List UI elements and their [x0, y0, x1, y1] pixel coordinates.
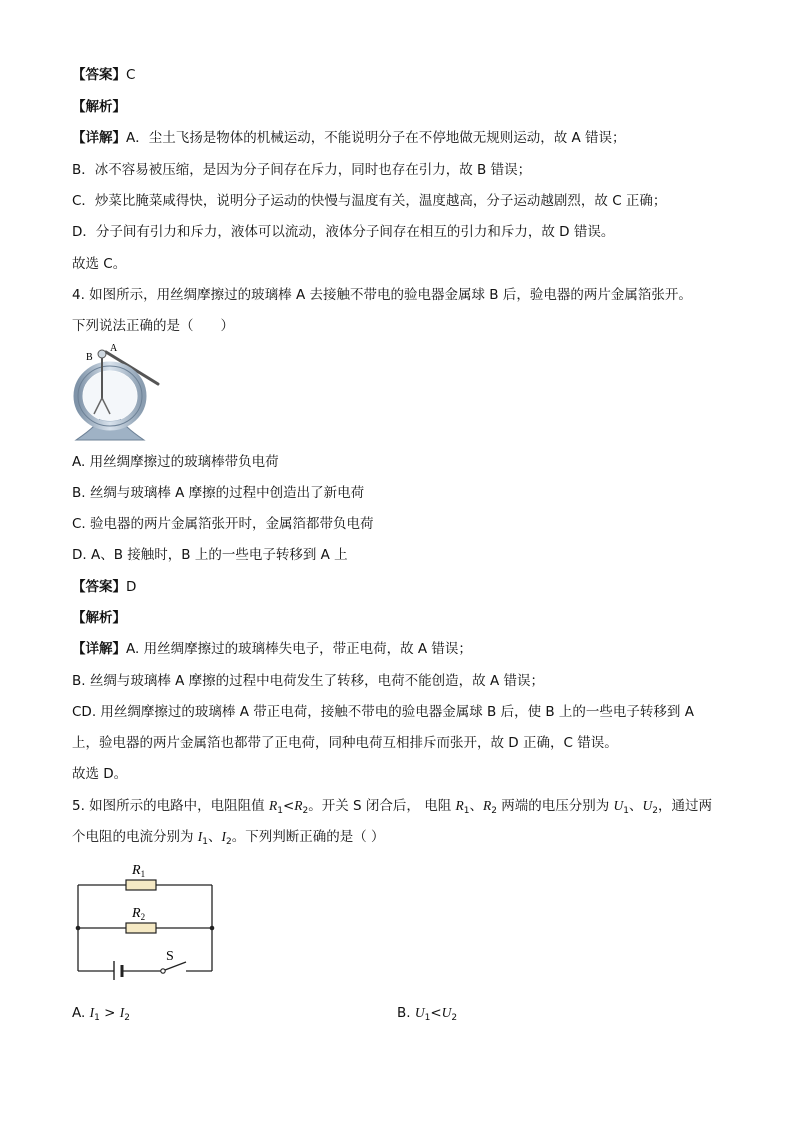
- question-5-stem-line1: 5. 如图所示的电路中，电阻阻值 $R_1<R_2$。开关 S 闭合后， 电阻 $R_1$、$R_2$ 两端的电压分别为 $U_1$、$U_2$，通过两: [72, 798, 713, 816]
- question-4-stem-line2: 下列说法正确的是（ ）: [72, 318, 234, 334]
- option-b: B. 丝绸与玻璃棒 A 摩擦的过程中创造出了新电荷: [72, 485, 365, 501]
- detail-line-q3-d: D．分子间有引力和斥力，液体可以流动，液体分子间存在相互的引力和斥力，故 D 错误。: [72, 224, 615, 240]
- option-a: A. 用丝绸摩擦过的玻璃棒带负电荷: [72, 454, 279, 470]
- junction-left: [76, 926, 81, 931]
- detail-tag: 【详解】: [72, 130, 126, 146]
- label-a: A: [110, 343, 118, 354]
- resistor-r1: [126, 880, 156, 890]
- label-r2: $R_2$: [132, 906, 146, 922]
- junction-right: [210, 926, 215, 931]
- metal-ball: [98, 350, 106, 358]
- conclusion-q4: 故选 D。: [72, 766, 128, 782]
- answer-value: D: [126, 579, 137, 595]
- detail-line-q4-b: B. 丝绸与玻璃棒 A 摩擦的过程中电荷发生了转移，电荷不能创造，故 A 错误；: [72, 673, 544, 689]
- label-r1: $R_1$: [132, 863, 146, 879]
- conclusion-q3: 故选 C。: [72, 256, 127, 272]
- detail-line-q3-a: 【详解】A．尘土飞扬是物体的机械运动，不能说明分子在不停地做无规则运动，故 A 错误；: [72, 130, 626, 146]
- label-b: B: [86, 352, 93, 363]
- option-b-q5: B. $U_1<U_2$: [397, 1005, 458, 1023]
- battery-symbol: [114, 961, 122, 980]
- answer-tag: 【答案】: [72, 67, 126, 83]
- question-4-stem-line1: 4. 如图所示，用丝绸摩擦过的玻璃棒 A 去接触不带电的验电器金属球 B 后，验电器的两片金属箔张开。: [72, 287, 692, 303]
- detail-tag: 【详解】: [72, 641, 126, 657]
- electroscope-figure: [70, 340, 162, 444]
- detail-line-q4-a: 【详解】A. 用丝绸摩擦过的玻璃棒失电子，带正电荷，故 A 错误；: [72, 641, 472, 657]
- analysis-tag-q4: 【解析】: [72, 610, 126, 626]
- label-s: S: [166, 949, 174, 964]
- answer-value: C: [126, 67, 136, 83]
- option-d: D. A、B 接触时，B 上的一些电子转移到 A 上: [72, 547, 348, 563]
- option-a-q5: A. $I_1 > I_2$: [72, 1005, 130, 1023]
- analysis-tag-q3: 【解析】: [72, 99, 126, 115]
- circuit-diagram: [70, 856, 220, 980]
- resistor-r2: [126, 923, 156, 933]
- question-5-stem-line2: 个电阻的电流分别为 $I_1$、$I_2$。下列判断正确的是（ ）: [72, 829, 385, 847]
- answer-tag: 【答案】: [72, 579, 126, 595]
- detail-line-q4-d: 上，验电器的两片金属箔也都带了正电荷，同种电荷互相排斥而张开，故 D 正确，C 错误。: [72, 735, 618, 751]
- detail-line-q4-c: CD. 用丝绸摩擦过的玻璃棒 A 带正电荷，接触不带电的验电器金属球 B 后，使 B 上的一些电子转移到 A: [72, 704, 694, 720]
- detail-line-q3-c: C．炒菜比腌菜咸得快，说明分子运动的快慢与温度有关，温度越高，分子运动越剧烈，故 C 正确；: [72, 193, 667, 209]
- detail-line-q3-b: B．冰不容易被压缩，是因为分子间存在斥力，同时也存在引力，故 B 错误；: [72, 162, 532, 178]
- answer-line-q3: [72, 66, 135, 84]
- answer-line-q4: [72, 578, 136, 596]
- option-c: C. 验电器的两片金属箔张开时，金属箔都带负电荷: [72, 516, 374, 532]
